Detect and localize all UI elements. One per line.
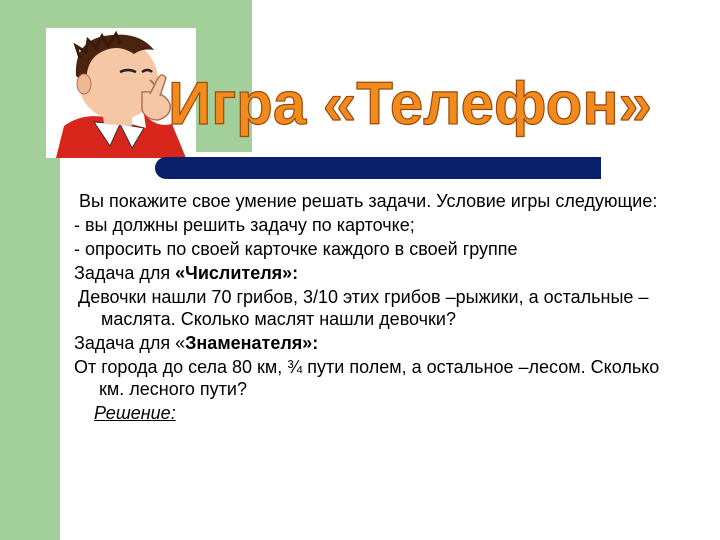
task2-prefix: Задача для « bbox=[74, 333, 186, 353]
task2-text: От города до села 80 км, ¾ пути полем, а остальное –лесом. Сколько км. лесного пути? bbox=[74, 357, 660, 399]
task2-role: Знаменателя»: bbox=[185, 333, 319, 353]
task1-prefix: Задача для bbox=[74, 263, 176, 283]
slide-body bbox=[74, 190, 674, 424]
rule-line-2: - опросить по своей карточке каждого в своей группе bbox=[74, 239, 518, 259]
divider-bar bbox=[168, 157, 601, 179]
intro-paragraph: Вы покажите свое умение решать задачи. Условие игры следующие: bbox=[79, 191, 658, 211]
task1-heading bbox=[74, 262, 674, 284]
task1-text: Девочки нашли 70 грибов, 3/10 этих грибов –рыжики, а остальные –маслята. Сколько маслят нашли девочки? bbox=[78, 287, 649, 329]
rule-line-1: - вы должны решить задачу по карточке; bbox=[74, 215, 415, 235]
task1-role: «Числителя»: bbox=[175, 263, 299, 283]
task2-heading bbox=[74, 332, 674, 354]
slide-title bbox=[168, 56, 652, 146]
solution-link[interactable]: Решение: bbox=[94, 403, 176, 423]
slide-title-text: Игра «Телефон» bbox=[168, 70, 652, 137]
